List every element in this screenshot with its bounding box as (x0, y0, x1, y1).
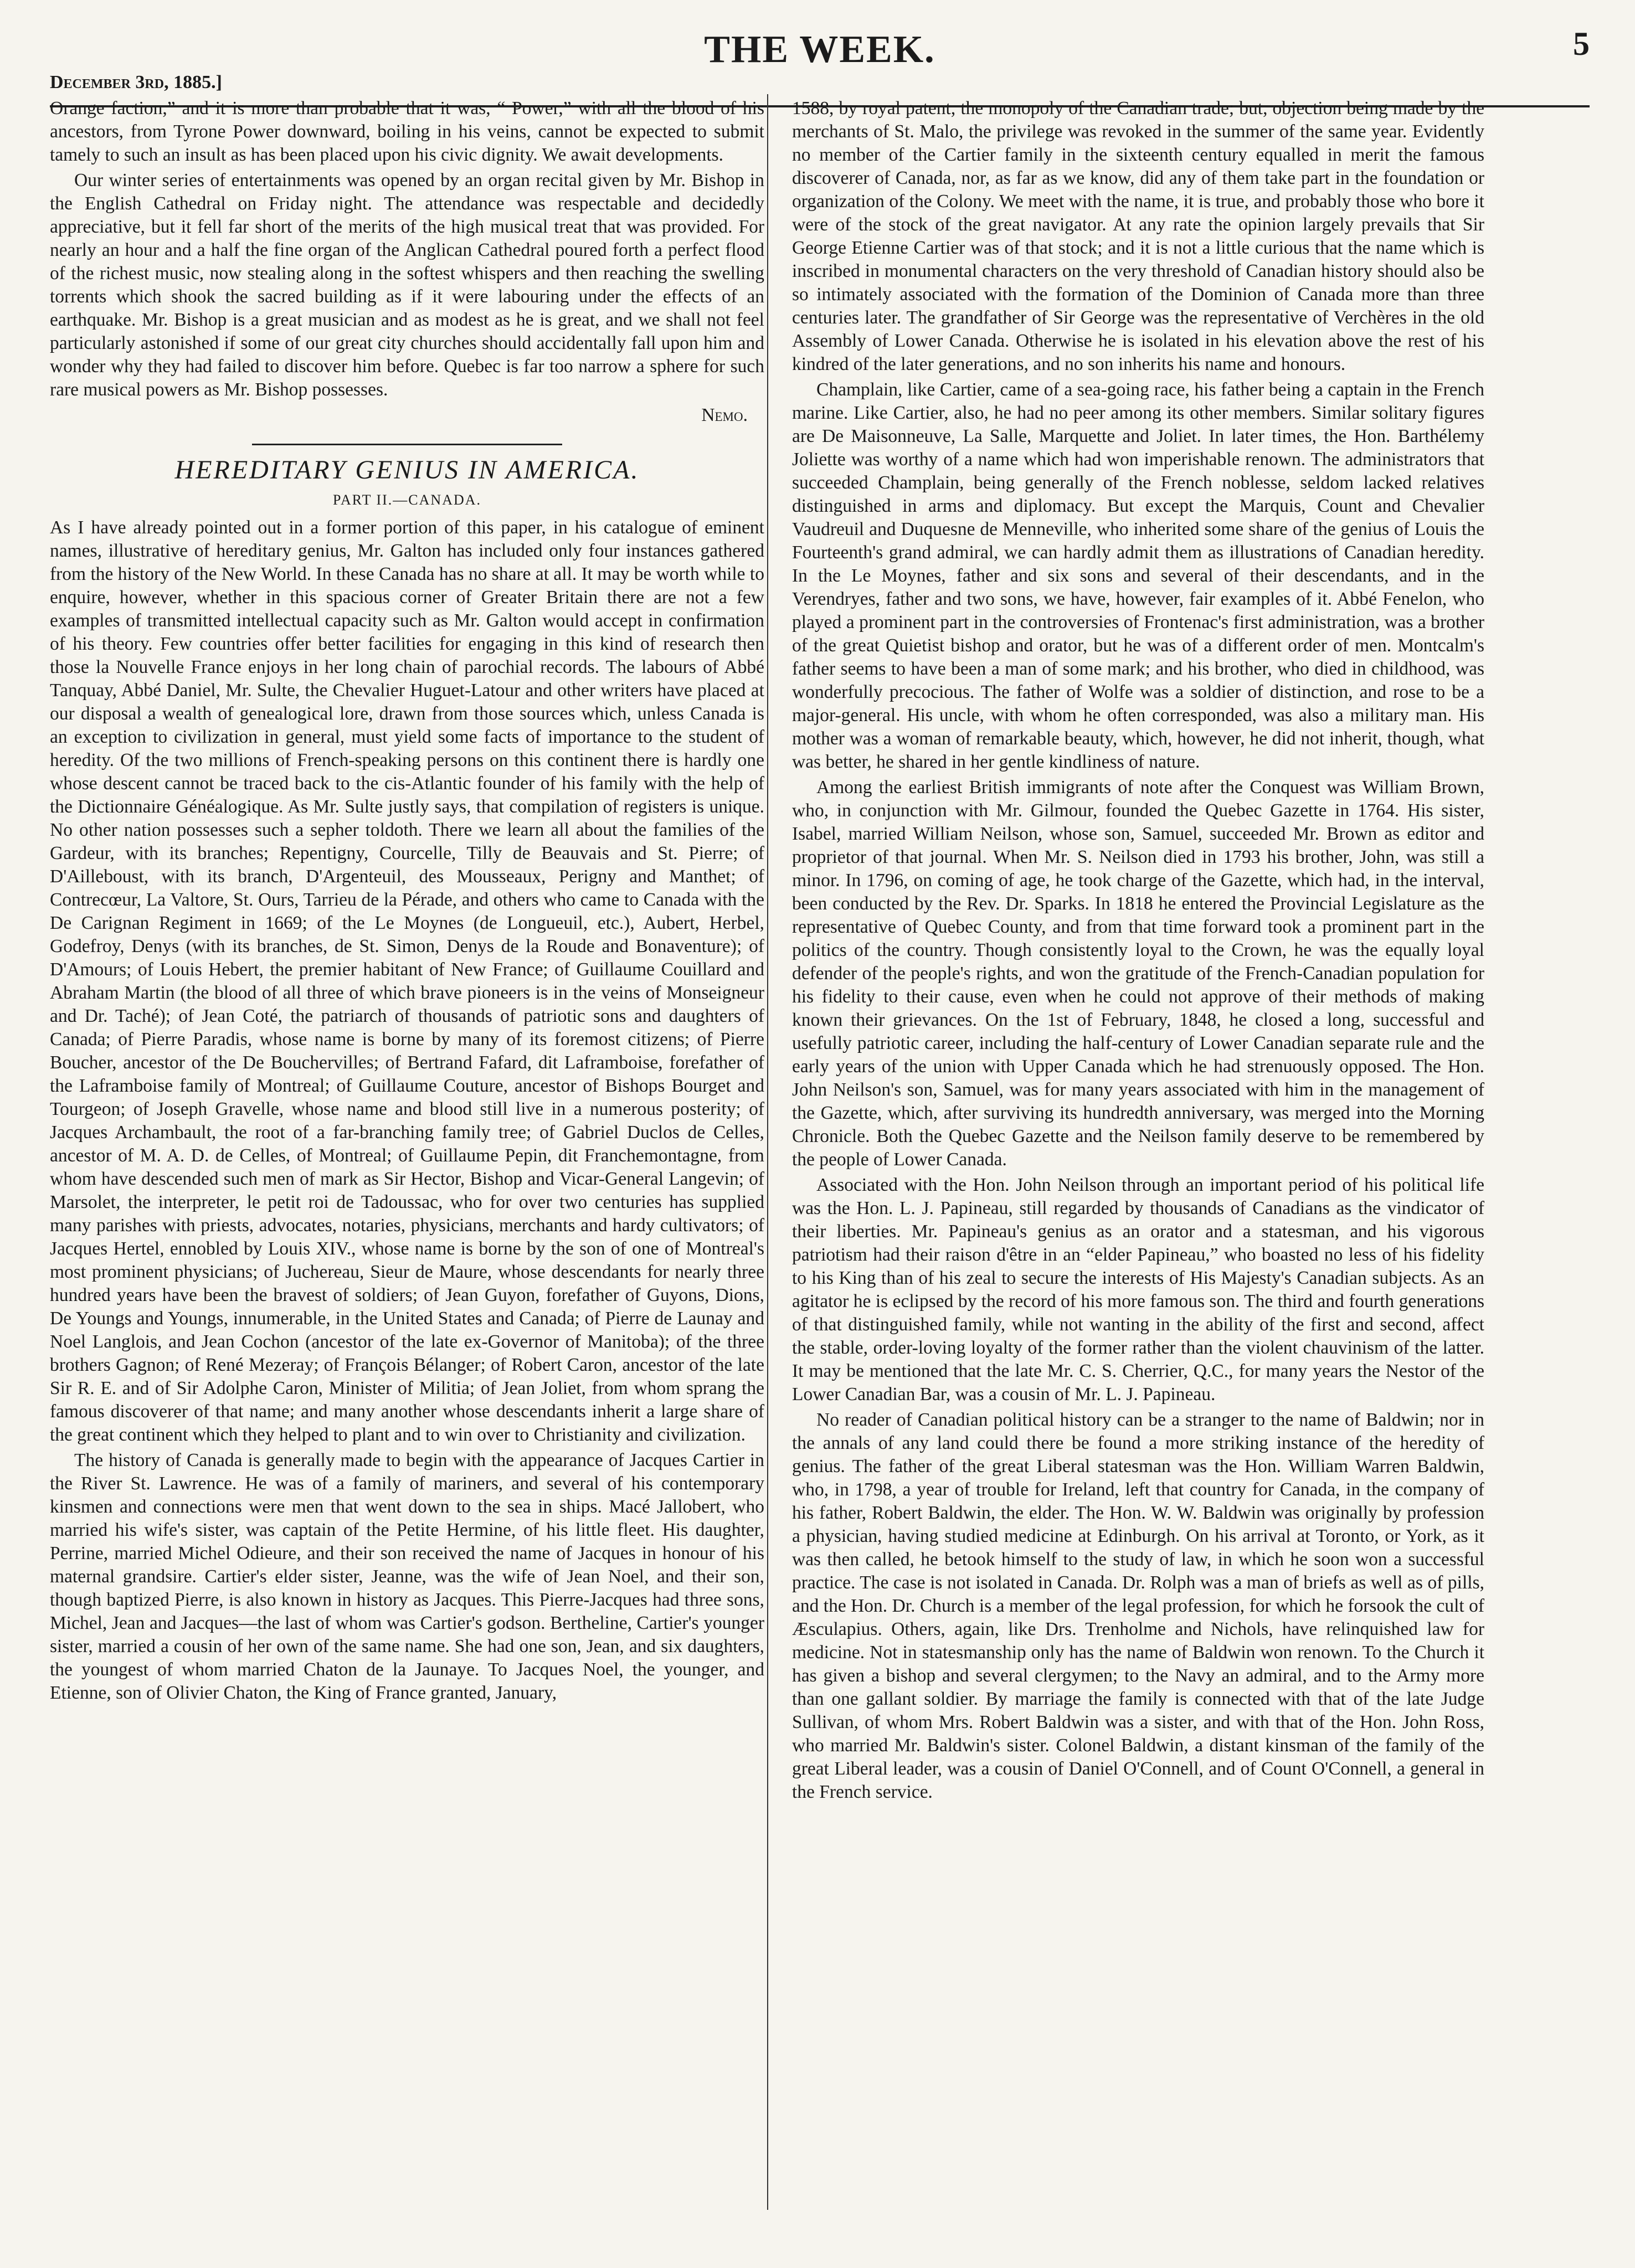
paragraph: No reader of Canadian political history can be a stranger to the name of Baldwin; nor in the annals of any land could there be found a more striking instance of the heredity of genius. The father of the great Liberal statesman was the Hon. William Warren Baldwin, who, in 1798, a year of trouble for Ireland, left that country for Canada, in the company of his father, Robert Baldwin, the elder. The Hon. W. W. Baldwin was originally by profession a physician, having studied medicine at Edinburgh. On his arrival at Toronto, or York, as it was then called, he betook himself to the study of law, in which he soon won a successful practice. The case is not isolated in Canada. Dr. Rolph was a man of briefs as well as of pills, and the Hon. Dr. Church is a member of the legal profession, for which he forsook the cult of Æsculapius. Others, again, like Drs. Trenholme and Nichols, have relinquished law for medicine. Not in statesmanship only has the name of Baldwin won renown. To the Church it has given a bishop and several clergymen; to the Navy an admiral, and to the Army more than one gallant soldier. By marriage the family is connected with that of the late Judge Sullivan, of whom Mrs. Robert Baldwin was a sister, and with that of the Hon. John Ross, who married Mr. Baldwin's sister. Colonel Baldwin, a distant kinsman of the family of the great Liberal leader, was a cousin of Daniel O'Connell, and of Count O'Connell, a general in the French service. (792, 1410, 1484, 1802)
publication-title: THE WEEK. (704, 28, 935, 71)
paragraph: Champlain, like Cartier, came of a sea-going race, his father being a captain in the French marine. Like Cartier, also, he had no peer among its other members. Similar solitary figures are De Maisonneuve, La Salle, Marquette and Joliet. In later times, the Hon. Barthélemy Joliette was worthy of a name which had won imperishable renown. The administrators that succeeded Champlain, being generally of the French noblesse, seldom lacked relatives distinguished in arms and diplomacy. But except the Marquis, Count and Chevalier Vaudreuil and Duquesne de Menneville, who inherited some share of the genius of Louis the Fourteenth's grand admiral, we can hardly admit them as illustrations of Canadian heredity. In the Le Moynes, father and six sons and several of their descendants, and in the Verendryes, father and two sons, we have, however, fair examples of it. Abbé Fenelon, who played a prominent part in the controversies of Frontenac's first administration, was a brother of the great Quietist bishop and orator, but he was of a different order of men. Montcalm's father seems to have been a man of some mark; and his brother, who died in childhood, was wonderfully precocious. The father of Wolfe was a soldier of distinction, and rose to be a major-general. His uncle, with whom he often corresponded, was also a military man. His mother was a woman of remarkable beauty, which, however, he did not inherit, though, what was better, he shared in her gentle kindliness of nature. (792, 379, 1484, 772)
issue-date: December 3rd, 1885.] (50, 72, 222, 92)
article-divider (252, 444, 562, 445)
paragraph: Orange faction,” and it is more than probable that it was, “ Power,” with all the blood of his ancestors, from Tyrone Power downward, boiling in his veins, cannot be expected to submit tamely to such an insult as has been placed upon his civic dignity. We await developments. (50, 98, 764, 165)
paragraph: Associated with the Hon. John Neilson through an important period of his political life was the Hon. L. J. Papineau, still regarded by thousands of Canadians as the vindicator of their liberties. Mr. Papineau's genius as an orator and a statesman, and his vigorous patriotism had their raison d'être in an “elder Papineau,” who boasted no less of his fidelity to his King than of his zeal to secure the interests of His Majesty's Canadian subjects. As an agitator he is eclipsed by the record of his more famous son. The third and fourth generations of that distinguished family, while not wanting in the ability of the first and second, affect the stable, order-loving loyalty of the former rather than the violent chauvinism of the latter. It may be mentioned that the late Mr. C. S. Cherrier, Q.C., for many years the Nestor of the Lower Canadian Bar, was a cousin of Mr. L. J. Papineau. (792, 1175, 1484, 1405)
column-divider (767, 94, 768, 2210)
signature: Nemo. (701, 405, 748, 425)
paragraph: Our winter series of entertainments was opened by an organ recital given by Mr. Bishop in the English Cathedral on Friday night. The attendance was respectable and decidedly appreciative, but it fell far short of the merits of the high musical treat that was provided. For nearly an hour and a half the fine organ of the Anglican Cathedral poured forth a perfect flood of the richest music, now stealing along in the softest whispers and then reaching the swelling torrents which shook the sacred building as if it were labouring under the effects of an earthquake. Mr. Bishop is a great musician and as modest as he is great, and we shall not feel particularly astonished if some of our great city churches should accidentally fall upon him and wonder why they had failed to discover him before. Quebec is far too narrow a sphere for such rare musical powers as Mr. Bishop possesses. (50, 170, 764, 400)
page-number: 5 (1573, 25, 1590, 62)
paragraph: As I have already pointed out in a former portion of this paper, in his catalogue of eminent names, illustrative of hereditary genius, Mr. Galton has included only four instances gathered from the history of the New World. In these Canada has no share at all. It may be worth while to enquire, however, whether in this spacious corner of Greater Britain there are not a few examples of transmitted intellectual capacity such as Mr. Galton would accept in confirmation of his theory. Few countries offer better facilities for engaging in this kind of research then those la Nouvelle France enjoys in her long chain of parochial records. The labours of Abbé Tanquay, Abbé Daniel, Mr. Sulte, the Chevalier Huguet-Latour and other writers have placed at our disposal a wealth of genealogical lore, drawn from those sources which, unless Canada is an exception to civilization in general, must yield some facts of importance to the student of heredity. Of the two millions of French-speaking persons on this continent there is hardly one whose descent cannot be traced back to the cis-Atlantic founder of his family with the help of the Dictionnaire Généalogique. As Mr. Sulte justly says, that compilation of registers is unique. No other nation possesses such a sepher toldoth. There we learn all about the families of the Gardeur, with its branches; Repentigny, Courcelle, Tilly de Beauvais and St. Pierre; of D'Ailleboust, with its branch, D'Argenteuil, des Mousseaux, Perigny and Manthet; of Contrecœur, La Valtore, St. Ours, Tarrieu de la Pérade, and others who came to Canada with the De Carignan Regiment in 1669; of the Le Moynes (de Longueuil, etc.), Aubert, Herbel, Godefroy, Denys (with its branches, de St. Simon, Denys de la Roude and Bonaventure); of D'Amours; of Louis Hebert, the premier habitant of New France; of Guillaume Couillard and Abraham Martin (the blood of all three of which brave pioneers is in the veins of Monseigneur and Dr. Taché); of Jean Coté, the patriarch of thousands of patriotic sons and daughters of Canada; of Pierre Paradis, whose name is borne by many of its foremost citizens; of Pierre Boucher, ancestor of the De Bouchervilles; of Bertrand Fafard, dit Laframboise, forefather of the Laframboise family of Montreal; of Guillaume Couture, ancestor of Bishops Bourget and Tourgeon; of Joseph Gravelle, whose name and blood still live in a numerous posterity; of Jacques Archambault, the root of a far-branching family tree; of Gabriel Duclos de Celles, ancestor of M. A. D. de Celles, of Montreal; of Guillaume Pepin, dit Franchemontagne, from whom have descended such men of mark as Sir Hector, Bishop and Vicar-General Langevin; of Marsolet, the interpreter, le petit roi de Tadoussac, who for over two centuries has supplied many parishes with priests, advocates, notaries, physicians, merchants and hardy cultivators; of Jacques Hertel, ennobled by Louis XIV., whose name is borne by the son of one of Montreal's most prominent physicians; of Juchereau, Sieur de Maure, whose descendants for nearly three hundred years have been the bravest of soldiers; of Jean Guyon, forefather of Guyons, Dions, De Youngs and Youngs, innumerable, in the United States and Canada; of Pierre de Launay and Noel Langlois, and Jean Cochon (ancestor of the late ex-Governor of Manitoba); of the three brothers Gagnon; of René Mezeray; of François Bélanger; of Robert Caron, ancestor of the late Sir R. E. and of Sir Adolphe Caron, Minister of Militia; of Jean Joliet, from whom sprang the famous discoverer of that name; and many another whose descendants inherit a large share of the great continent which they helped to plant and to win over to Christianity and civilization. (50, 517, 764, 1445)
paragraph: Among the earliest British immigrants of note after the Conquest was William Brown, who, in conjunction with Mr. Gilmour, founded the Quebec Gazette in 1764. His sister, Isabel, married William Neilson, whose son, Samuel, succeeded Mr. Brown as editor and proprietor of that journal. When Mr. S. Neilson died in 1793 his brother, John, was still a minor. In 1796, on coming of age, he took charge of the Gazette, which had, in the interval, been conducted by the Rev. Dr. Sparks. In 1818 he entered the Provincial Legislature as the representative of Quebec County, and from that time forward took a prominent part in the politics of the country. Though consistently loyal to the Crown, he was the equally loyal defender of the people's rights, and won the gratitude of the French-Canadian population for his fidelity to their cause, even when he could not approve of their methods of making known their grievances. On the 1st of February, 1848, he closed a long, successful and usefully patriotic career, including the half-century of Lower Canadian separate rule and the early years of the union with Upper Canada which he had strenuously opposed. The Hon. John Neilson's son, Samuel, was for many years associated with him in the management of the Gazette, which, after surviving its hundredth anniversary, was merged into the Morning Chronicle. Both the Quebec Gazette and the Neilson family deserve to be remembered by the people of Lower Canada. (792, 777, 1484, 1170)
article-title: HEREDITARY GENIUS IN AMERICA. (174, 455, 640, 485)
article-part-heading: PART II.—CANADA. (332, 492, 482, 508)
paragraph: The history of Canada is generally made to begin with the appearance of Jacques Cartier in the River St. Lawrence. He was of a family of mariners, and several of his contemporary kinsmen and connections were men that went down to the sea in ships. Macé Jallobert, who married his wife's sister, was captain of the Petite Hermine, of his little fleet. His daughter, Perrine, married Michel Odieure, and their son received the name of Jacques in honour of his maternal grandsire. Cartier's elder sister, Jeanne, was the wife of Jean Noel, and their son, though baptized Pierre, is also known in history as Jacques. This Pierre-Jacques had three sons, Michel, Jean and Jacques—the last of whom was Cartier's godson. Bertheline, Cartier's younger sister, married a cousin of her own of the same name. She had one son, Jean, and six daughters, the youngest of whom married Chaton de la Jaunaye. To Jacques Noel, the younger, and Etienne, son of Olivier Chaton, the King of France granted, January, (50, 1450, 764, 1703)
right-column (792, 97, 1484, 1806)
masthead (50, 22, 1590, 92)
paragraph: 1588, by royal patent, the monopoly of the Canadian trade; but, objection being made by the merchants of St. Malo, the privilege was revoked in the summer of the same year. Evidently no member of the Cartier family in the sixteenth century equalled in merit the famous discoverer of Canada, nor, as far as we know, did any of them take part in the foundation or organization of the Colony. We meet with the name, it is true, and probably those who bore it were of the stock of the great navigator. At any rate the opinion largely prevails that Sir George Etienne Cartier was of that stock; and it is not a little curious that the name which is inscribed in monumental characters on the very threshold of Canadian history should also be so intimately associated with the formation of the Dominion of Canada more than three centuries later. The grandfather of Sir George was the representative of Verchères in the old Assembly of Lower Canada. Otherwise he is isolated in his elevation above the rest of his kindred of the later generations, and no son inherits his name and honours. (792, 98, 1484, 374)
left-column (50, 97, 764, 1707)
